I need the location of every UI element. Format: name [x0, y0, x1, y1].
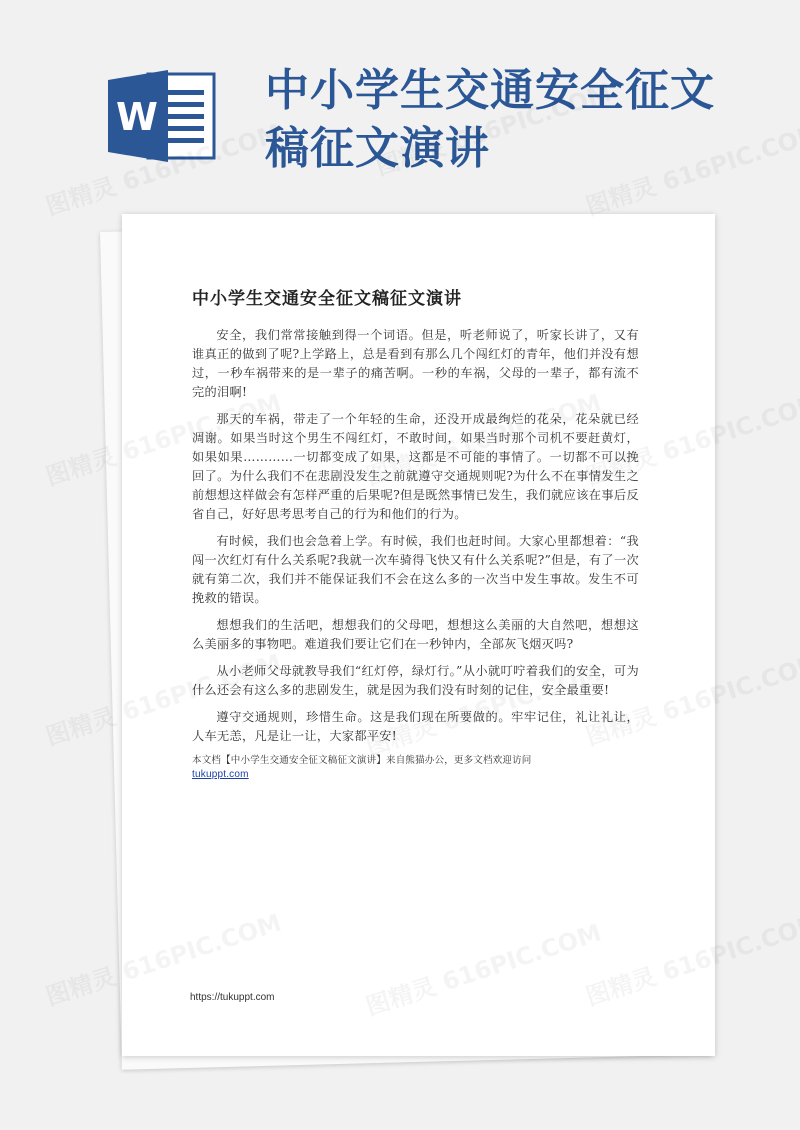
paragraph: 安全，我们常常接触到得一个词语。但是，听老师说了，听家长讲了，又有谁真正的做到了呢?上学路上，总是看到有那么几个闯红灯的青年，他们并没有想过，一秒车祸带来的是一辈子的痛苦啊。一秒的车祸，父母的一辈子，都有流不完的泪啊!: [192, 328, 639, 399]
paragraph: 从小老师父母就教导我们“红灯停，绿灯行。”从小就叮咛着我们的安全，可为什么还会有这么多的悲剧发生，就是因为我们没有时刻的记住，安全最重要!: [192, 664, 639, 697]
footer-url[interactable]: https://tukuppt.com: [190, 992, 275, 1003]
document-body: [192, 326, 639, 782]
source-note-text: 本文档【中小学生交通安全征文稿征文演讲】来自熊猫办公，更多文档欢迎访问: [192, 755, 532, 766]
source-note: [192, 754, 639, 782]
source-link[interactable]: tukuppt.com: [192, 769, 249, 780]
svg-text:W: W: [116, 95, 158, 139]
paragraph: 那天的车祸，带走了一个年轻的生命，还没开成最绚烂的花朵，花朵就已经凋谢。如果当时这个男生不闯红灯，不敢时间，如果当时那个司机不要赶黄灯，如果如果…………一切都变成了如果，这都是不可能的事情了。一切都不可以挽回了。为什么我们不在悲剧没发生之前就遵守交通规则呢?为什么不在事情发生之前想想这样做会有怎样严重的后果呢?但是既然事情已发生，我们就应该在事后反省自己，好好思考思考自己的行为和他们的行为。: [192, 412, 639, 521]
paragraph: 遵守交通规则，珍惜生命。这是我们现在所要做的。牢牢记住，礼让礼让，人车无恙，凡是让一让，大家都平安!: [192, 710, 639, 743]
paragraph: 想想我们的生活吧，想想我们的父母吧，想想这么美丽的大自然吧，想想这么美丽多的事物吧。难道我们要让它们在一秒钟内，全部灰飞烟灭吗?: [192, 618, 639, 651]
word-document-icon: [108, 70, 216, 162]
header-title-line-1: 中小学生交通安全征文: [265, 65, 715, 116]
document-page: [122, 214, 715, 1056]
header-title: [265, 62, 765, 178]
document-title: 中小学生交通安全征文稿征文演讲: [192, 289, 462, 309]
paragraph: 有时候，我们也会急着上学。有时候，我们也赶时间。大家心里都想着：“我闯一次红灯有什么关系呢?我就一次车骑得飞快又有什么关系呢?”但是，有了一次就有第二次，我们并不能保证我们不会在这么多的一次当中发生事故。发生不可挽救的错误。: [192, 534, 639, 605]
header-title-line-2: 稿征文演讲: [265, 123, 490, 174]
